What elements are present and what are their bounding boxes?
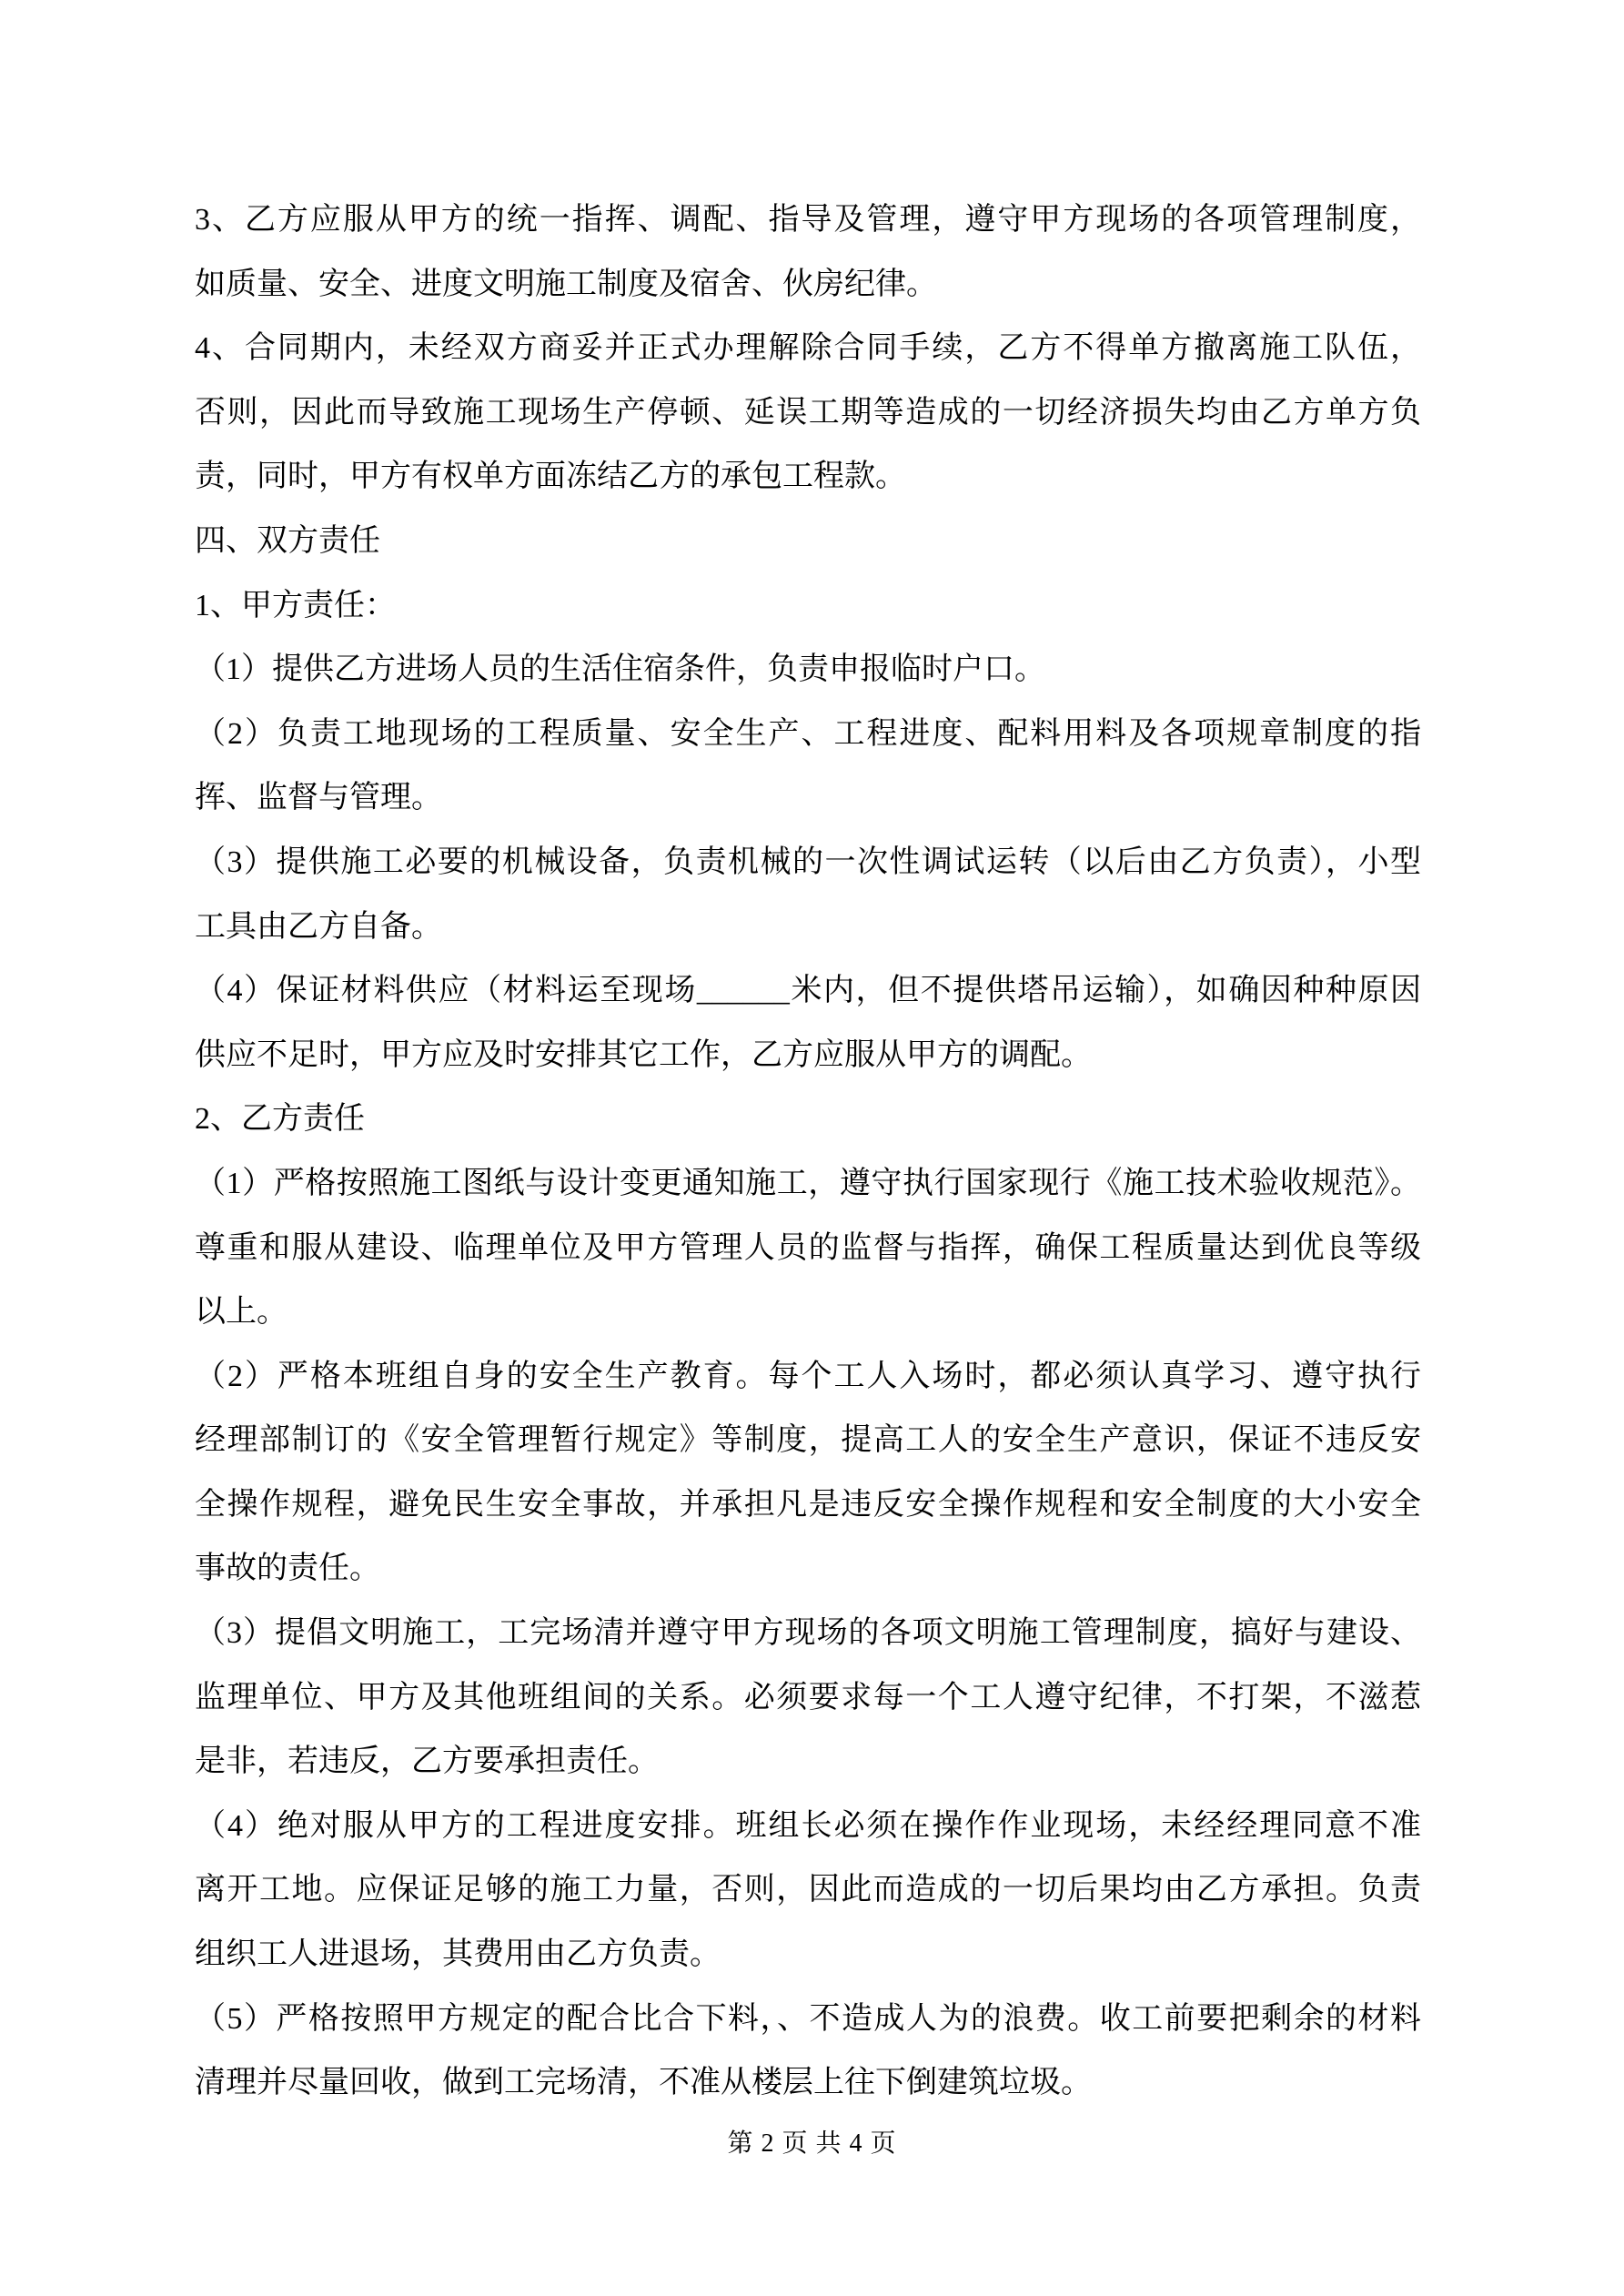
text-line: 供应不足时，甲方应及时安排其它工作，乙方应服从甲方的调配。 bbox=[195, 1037, 1092, 1072]
text-line: （2）严格本班组自身的安全生产教育。每个工人入场时，都必须认真学习、遵守执行 bbox=[195, 1359, 1421, 1393]
text-line: （4）绝对服从甲方的工程进度安排。班组长必须在操作作业现场，未经经理同意不准 bbox=[195, 1808, 1421, 1843]
text-line: 工具由乙方自备。 bbox=[195, 909, 442, 944]
text-line: 责，同时，甲方有权单方面冻结乙方的承包工程款。 bbox=[195, 460, 906, 494]
text-line: 2、乙方责任 bbox=[195, 1102, 365, 1137]
text-line: 事故的责任。 bbox=[195, 1552, 380, 1586]
text-line: 以上。 bbox=[195, 1295, 287, 1330]
text-line: （5）严格按照甲方规定的配合比合下料，、不造成人为的浪费。收工前要把剩余的材料 bbox=[195, 2001, 1421, 2036]
text-line: （1）严格按照施工图纸与设计变更通知施工，遵守执行国家现行《施工技术验收规范》。 bbox=[195, 1166, 1421, 1200]
text-line: 挥、监督与管理。 bbox=[195, 781, 442, 815]
text-line: 1、甲方责任： bbox=[195, 588, 396, 622]
text-line: 清理并尽量回收，做到工完场清，不准从楼层上往下倒建筑垃圾。 bbox=[195, 2066, 1092, 2100]
text-line: 组织工人进退场，其费用由乙方负责。 bbox=[195, 1937, 721, 1972]
text-line: 3、乙方应服从甲方的统一指挥、调配、指导及管理，遵守甲方现场的各项管理制度， bbox=[195, 203, 1421, 237]
text-line: （1）提供乙方进场人员的生活住宿条件，负责申报临时户口。 bbox=[195, 652, 1045, 687]
document-body bbox=[195, 188, 1421, 2116]
text-line: （2）负责工地现场的工程质量、安全生产、工程进度、配料用料及各项规章制度的指 bbox=[195, 716, 1421, 751]
text-line: 经理部制订的《安全管理暂行规定》等制度，提高工人的安全生产意识，保证不违反安 bbox=[195, 1423, 1421, 1458]
page-footer: 第 2 页 共 4 页 bbox=[727, 2129, 897, 2158]
text-line: 四、双方责任 bbox=[195, 523, 380, 558]
text-line: 4、合同期内，未经双方商妥并正式办理解除合同手续，乙方不得单方撤离施工队伍， bbox=[195, 331, 1421, 366]
text-line: 如质量、安全、进度文明施工制度及宿舍、伙房纪律。 bbox=[195, 267, 937, 301]
text-line: 监理单位、甲方及其他班组间的关系。必须要求每一个工人遵守纪律，不打架，不滋惹 bbox=[195, 1680, 1421, 1714]
text-line: 全操作规程，避免民生安全事故，并承担凡是违反安全操作规程和安全制度的大小安全 bbox=[195, 1487, 1421, 1522]
text-line: 离开工地。应保证足够的施工力量，否则，因此而造成的一切后果均由乙方承担。负责 bbox=[195, 1873, 1421, 1907]
text-line: （4）保证材料供应（材料运至现场______米内，但不提供塔吊运输），如确因种种原因 bbox=[195, 974, 1421, 1008]
text-line: 否则，因此而导致施工现场生产停顿、延误工期等造成的一切经济损失均由乙方单方负 bbox=[195, 395, 1421, 430]
text-line: 尊重和服从建设、临理单位及甲方管理人员的监督与指挥，确保工程质量达到优良等级 bbox=[195, 1230, 1421, 1265]
text-line: 是非，若违反，乙方要承担责任。 bbox=[195, 1745, 659, 1779]
text-line: （3）提倡文明施工，工完场清并遵守甲方现场的各项文明施工管理制度，搞好与建设、 bbox=[195, 1616, 1421, 1651]
text-line: （3）提供施工必要的机械设备，负责机械的一次性调试运转（以后由乙方负责），小型 bbox=[195, 845, 1421, 879]
